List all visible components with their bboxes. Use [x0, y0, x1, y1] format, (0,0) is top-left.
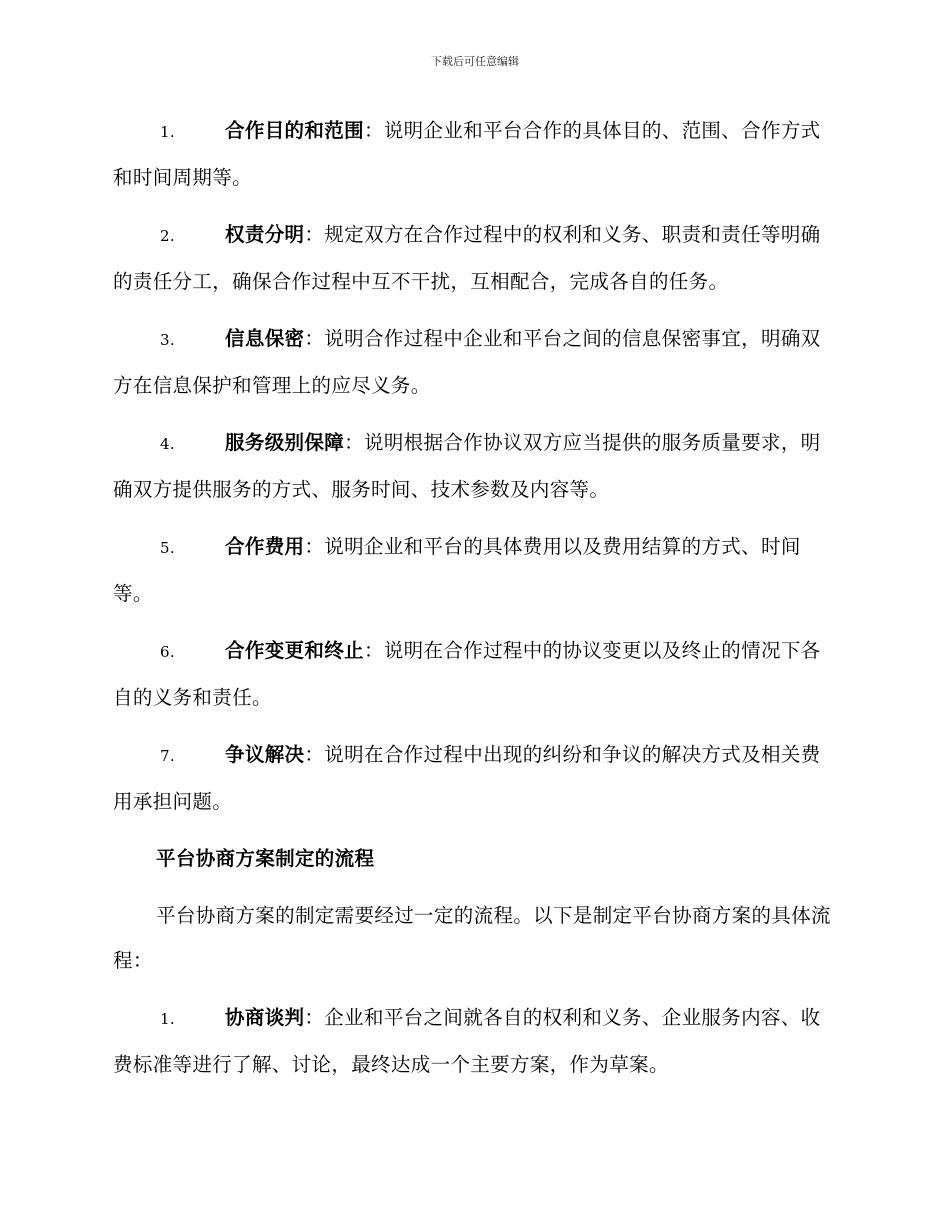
- list-description: 说明在合作过程中出现的纠纷和争议的解决方式及相关费用承担问题。: [113, 743, 821, 813]
- list-description: 企业和平台之间就各自的权利和义务、企业服务内容、收费标准等进行了解、讨论，最终达成一个主要方案，作为草案。: [113, 1006, 821, 1076]
- list-item-5: [113, 524, 837, 616]
- list-term: 争议解决: [225, 743, 305, 766]
- list-separator: ：: [304, 327, 325, 350]
- list-number: 5.: [160, 539, 176, 557]
- list-term: 权责分明: [225, 223, 305, 246]
- list-description: 规定双方在合作过程中的权利和义务、职责和责任等明确的责任分工，确保合作过程中互不干扰，互相配合，完成各自的任务。: [113, 223, 821, 293]
- intro-paragraph: 平台协商方案的制定需要经过一定的流程。以下是制定平台协商方案的具体流程：: [113, 904, 831, 972]
- list-separator: ：: [304, 743, 325, 766]
- list-separator: ：: [304, 1006, 325, 1029]
- list-number: 2.: [160, 227, 176, 245]
- list-term: 合作费用: [225, 535, 305, 558]
- list-separator: ：: [363, 639, 384, 662]
- list-description: 说明在合作过程中的协议变更以及终止的情况下各自的义务和责任。: [113, 639, 821, 709]
- list-separator: ：: [363, 119, 384, 142]
- list-item-7: [113, 732, 837, 824]
- list-description: 说明企业和平台的具体费用以及费用结算的方式、时间等。: [113, 535, 801, 605]
- list-number: 3.: [160, 331, 176, 349]
- list-number: 7.: [160, 747, 176, 765]
- list-description: 说明企业和平台合作的具体目的、范围、合作方式和时间周期等。: [113, 119, 821, 189]
- list-term: 信息保密: [225, 327, 305, 350]
- list-number: 6.: [160, 643, 176, 661]
- list-separator: ：: [304, 535, 325, 558]
- list-number: 1.: [160, 123, 176, 141]
- list-separator: ：: [304, 223, 325, 246]
- list-item-4: [113, 420, 837, 512]
- list-separator: ：: [344, 431, 364, 454]
- page-header: 下载后可任意编辑: [431, 55, 519, 68]
- list-number: 4.: [160, 435, 176, 453]
- list-term: 协商谈判: [225, 1006, 305, 1029]
- list-description: 说明根据合作协议双方应当提供的服务质量要求，明确双方提供服务的方式、服务时间、技术参数及内容等。: [113, 431, 821, 501]
- list-item-2: [113, 212, 837, 304]
- list-number: 1.: [160, 1010, 176, 1028]
- list-item-3: [113, 316, 837, 408]
- list-item-1: [113, 108, 837, 200]
- list-item-6: [113, 628, 837, 720]
- list-description: 说明合作过程中企业和平台之间的信息保密事宜，明确双方在信息保护和管理上的应尽义务。: [113, 327, 821, 397]
- section-heading: 平台协商方案制定的流程: [156, 847, 375, 870]
- document-body: [113, 108, 837, 1099]
- list-term: 合作目的和范围: [225, 119, 364, 142]
- list-term: 服务级别保障: [225, 431, 345, 454]
- list-term: 合作变更和终止: [225, 639, 364, 662]
- process-item-1: [113, 995, 837, 1087]
